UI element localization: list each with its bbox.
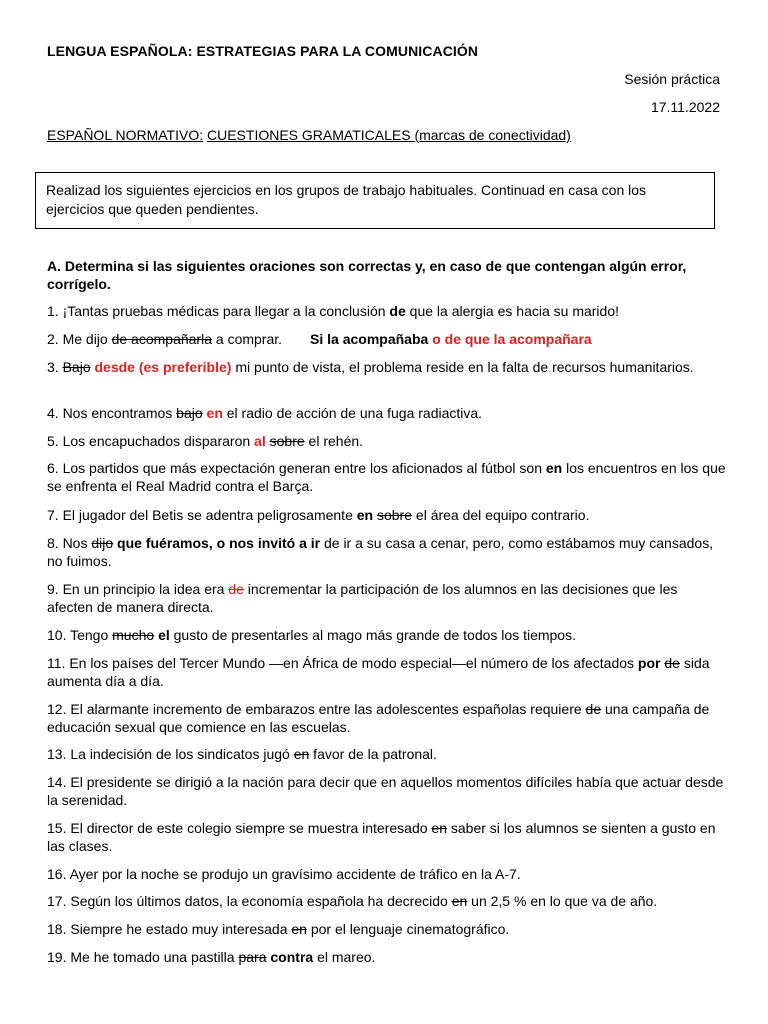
- exercise-19: 19. Me he tomado una pastilla para contra el mareo.: [47, 949, 376, 965]
- exercise-11: 11. En los países del Tercer Mundo —en África de modo especial—el número de los afectados por de sida aumenta día a día.: [47, 655, 710, 689]
- exercise-4: 4. Nos encontramos bajo en el radio de acción de una fuga radiactiva.: [47, 405, 483, 421]
- instruction-box: [35, 172, 715, 229]
- exercise-7: 7. El jugador del Betis se adentra peligrosamente en sobre el área del equipo contrario.: [47, 507, 590, 523]
- document-title: LENGUA ESPAÑOLA: ESTRATEGIAS PARA LA COMUNICACIÓN: [47, 43, 479, 59]
- instruction-text: Realizad los siguientes ejercicios en los grupos de trabajo habituales. Continuad en casa con los ejercicios que queden pendientes.: [46, 182, 647, 217]
- exercise-16: 16. Ayer por la noche se produjo un gravísimo accidente de tráfico en la A-7.: [47, 866, 521, 882]
- exercise-18: 18. Siempre he estado muy interesada en por el lenguaje cinematográfico.: [47, 921, 510, 937]
- exercise-12: 12. El alarmante incremento de embarazos entre las adolescentes españolas requiere de una campaña de educación sexual que comience en las escuelas.: [47, 701, 710, 735]
- section-heading: A. Determina si las siguientes oraciones son correctas y, en caso de que contengan algún error, corrígelo.: [47, 258, 687, 292]
- topic-part-1: ESPAÑOL NORMATIVO:: [47, 127, 204, 143]
- exercise-10: 10. Tengo mucho el gusto de presentarles al mago más grande de todos los tiempos.: [47, 627, 576, 643]
- exercise-14: 14. El presidente se dirigió a la nación para decir que en aquellos momentos difíciles había que actuar desde la serenidad.: [47, 774, 724, 808]
- exercise-13: 13. La indecisión de los sindicatos jugó en favor de la patronal.: [47, 746, 437, 762]
- exercise-8: 8. Nos dijo que fuéramos, o nos invitó a ir de ir a su casa a cenar, pero, como estábamos muy cansados, no fuimos.: [47, 535, 714, 569]
- exercise-6: 6. Los partidos que más expectación generan entre los aficionados al fútbol son en los encuentros en los que se enfrenta el Real Madrid contra el Barça.: [47, 460, 726, 494]
- exercise-15: 15. El director de este colegio siempre se muestra interesado en saber si los alumnos se sienten a gusto en las clases.: [47, 820, 716, 854]
- exercise-3: 3. Bajo desde (es preferible) mi punto de vista, el problema reside en la falta de recursos humanitarios.: [47, 359, 694, 375]
- session-date: 17.11.2022: [650, 99, 720, 115]
- exercise-1: 1. ¡Tantas pruebas médicas para llegar a la conclusión de que la alergia es hacia su marido!: [47, 303, 619, 319]
- topic-part-2: CUESTIONES GRAMATICALES (marcas de conectividad): [207, 127, 571, 143]
- session-label: Sesión práctica: [624, 71, 720, 87]
- topic-heading: [47, 127, 571, 143]
- exercise-17: 17. Según los últimos datos, la economía española ha decrecido en un 2,5 % en lo que va de año.: [47, 893, 658, 909]
- exercise-9: 9. En un principio la idea era de incrementar la participación de los alumnos en las decisiones que les afecten de manera directa.: [47, 581, 678, 615]
- exercise-2: 2. Me dijo de acompañarla a comprar. Si la acompañaba o de que la acompañara: [47, 331, 592, 347]
- exercise-5: 5. Los encapuchados dispararon al sobre el rehén.: [47, 433, 364, 449]
